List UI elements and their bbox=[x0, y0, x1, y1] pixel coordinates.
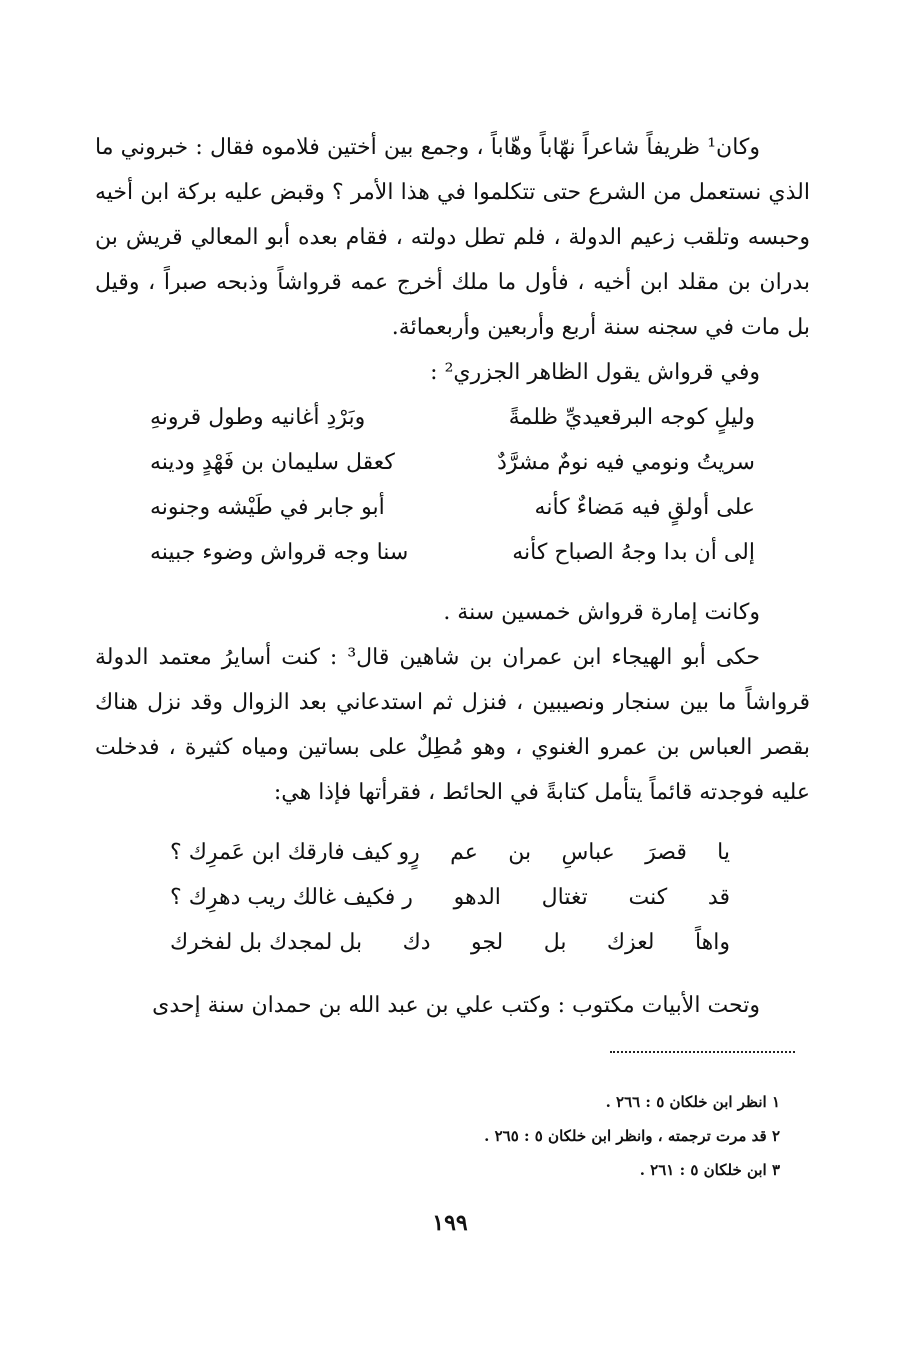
hemistich-first: على أولقٍ فيه مَضاءٌ كأنه bbox=[534, 495, 755, 520]
paragraph-anecdote: حكى أبو الهيجاء ابن عمران بن شاهين قال³ : كنت أسايرُ معتمد الدولة قرواشاً ما بين سنجار ونصيبين ، فنزل ثم استدعاني بعد الزوال وقد نزل هناك بقصر العباس بن عمرو الغنوي ، وهو مُطِلٌ على بساتين ومياه كثيرة ، فدخلت عليه فوجدته قائماً يتأمل كتابةً في الحائط ، فقرأتها فإذا هي: bbox=[95, 645, 810, 805]
verse-word: عم bbox=[450, 840, 478, 865]
paragraph-poem1-intro: وفي قرواش يقول الظاهر الجزري² : bbox=[430, 360, 760, 385]
verse-line bbox=[150, 485, 755, 530]
verse-word: بل لمجدك بل لفخرك bbox=[170, 930, 363, 955]
verse-word: بن bbox=[508, 840, 532, 865]
verse-line bbox=[170, 830, 730, 875]
hemistich-second: أبو جابر في طَيْشه وجنونه bbox=[150, 495, 385, 520]
footnote-divider bbox=[610, 1051, 795, 1053]
paragraph-reign: وكانت إمارة قرواش خمسين سنة . bbox=[443, 600, 760, 625]
verse-word: كنت bbox=[628, 885, 668, 910]
verse-word: تغتال bbox=[541, 885, 588, 910]
poem-1 bbox=[150, 395, 755, 575]
page-number: ١٩٩ bbox=[432, 1210, 468, 1236]
verse-word: يا bbox=[717, 840, 730, 865]
verse-line bbox=[150, 395, 755, 440]
poem-2 bbox=[170, 830, 730, 965]
hemistich-first: سريتُ ونومي فيه نومٌ مشرَّدٌ bbox=[497, 450, 755, 475]
hemistich-first: إلى أن بدا وجهُ الصباح كأنه bbox=[512, 540, 755, 565]
verse-line bbox=[150, 530, 755, 575]
verse-word: دك bbox=[402, 930, 431, 955]
verse-word: قد bbox=[707, 885, 730, 910]
hemistich-first: وليلٍ كوجه البرقعيديِّ ظلمةً bbox=[508, 405, 755, 430]
verse-line bbox=[170, 920, 730, 965]
verse-word: بل bbox=[543, 930, 567, 955]
verse-word: الدهو bbox=[453, 885, 501, 910]
paragraph-intro: وكان¹ ظريفاً شاعراً نهّاباً وهّاباً ، وجمع بين أختين فلاموه فقال : خبروني ما الذي نستعمل من الشرع حتى تتكلموا في هذا الأمر ؟ وقبض عليه بركة ابن أخيه وحبسه وتلقب زعيم الدولة ، فلم تطل دولته ، فقام بعده أبو المعالي قريش بن بدران بن مقلد ابن أخيه ، فأول ما ملك أخرج عمه قرواشاً وذبحه صبراً ، وقيل بل مات في سجنه سنة أربع وأربعين وأربعمائة. bbox=[95, 135, 810, 340]
footnote-1: ١ انظر ابن خلكان ٥ : ٢٦٦ . bbox=[605, 1093, 780, 1111]
verse-word: واهاً bbox=[694, 930, 730, 955]
footnotes bbox=[484, 1085, 780, 1187]
footnote-2: ٢ قد مرت ترجمته ، وانظر ابن خلكان ٥ : ٢٦٥ . bbox=[484, 1127, 780, 1145]
hemistich-second: سنا وجه قرواش وضوء جبينه bbox=[150, 540, 409, 565]
verse-word: لعزك bbox=[606, 930, 655, 955]
verse-word: لجو bbox=[470, 930, 504, 955]
verse-word: ر فكيف غالك ريب دهرِك ؟ bbox=[170, 885, 413, 910]
hemistich-second: وبَرْدِ أغانيه وطول قرونهِ bbox=[150, 405, 366, 430]
footnote-3: ٣ ابن خلكان ٥ : ٢٦١ . bbox=[639, 1161, 780, 1179]
verse-line bbox=[170, 875, 730, 920]
paragraph-inscription-note: وتحت الأبيات مكتوب : وكتب علي بن عبد الله بن حمدان سنة إحدى bbox=[152, 993, 760, 1018]
hemistich-second: كعقل سليمان بن فَهْدٍ ودينه bbox=[150, 450, 395, 475]
verse-word: قصرَ bbox=[645, 840, 687, 865]
verse-word: عباسِ bbox=[561, 840, 615, 865]
verse-word: رٍو كيف فارقك ابن عَمرِك ؟ bbox=[170, 840, 420, 865]
verse-line bbox=[150, 440, 755, 485]
